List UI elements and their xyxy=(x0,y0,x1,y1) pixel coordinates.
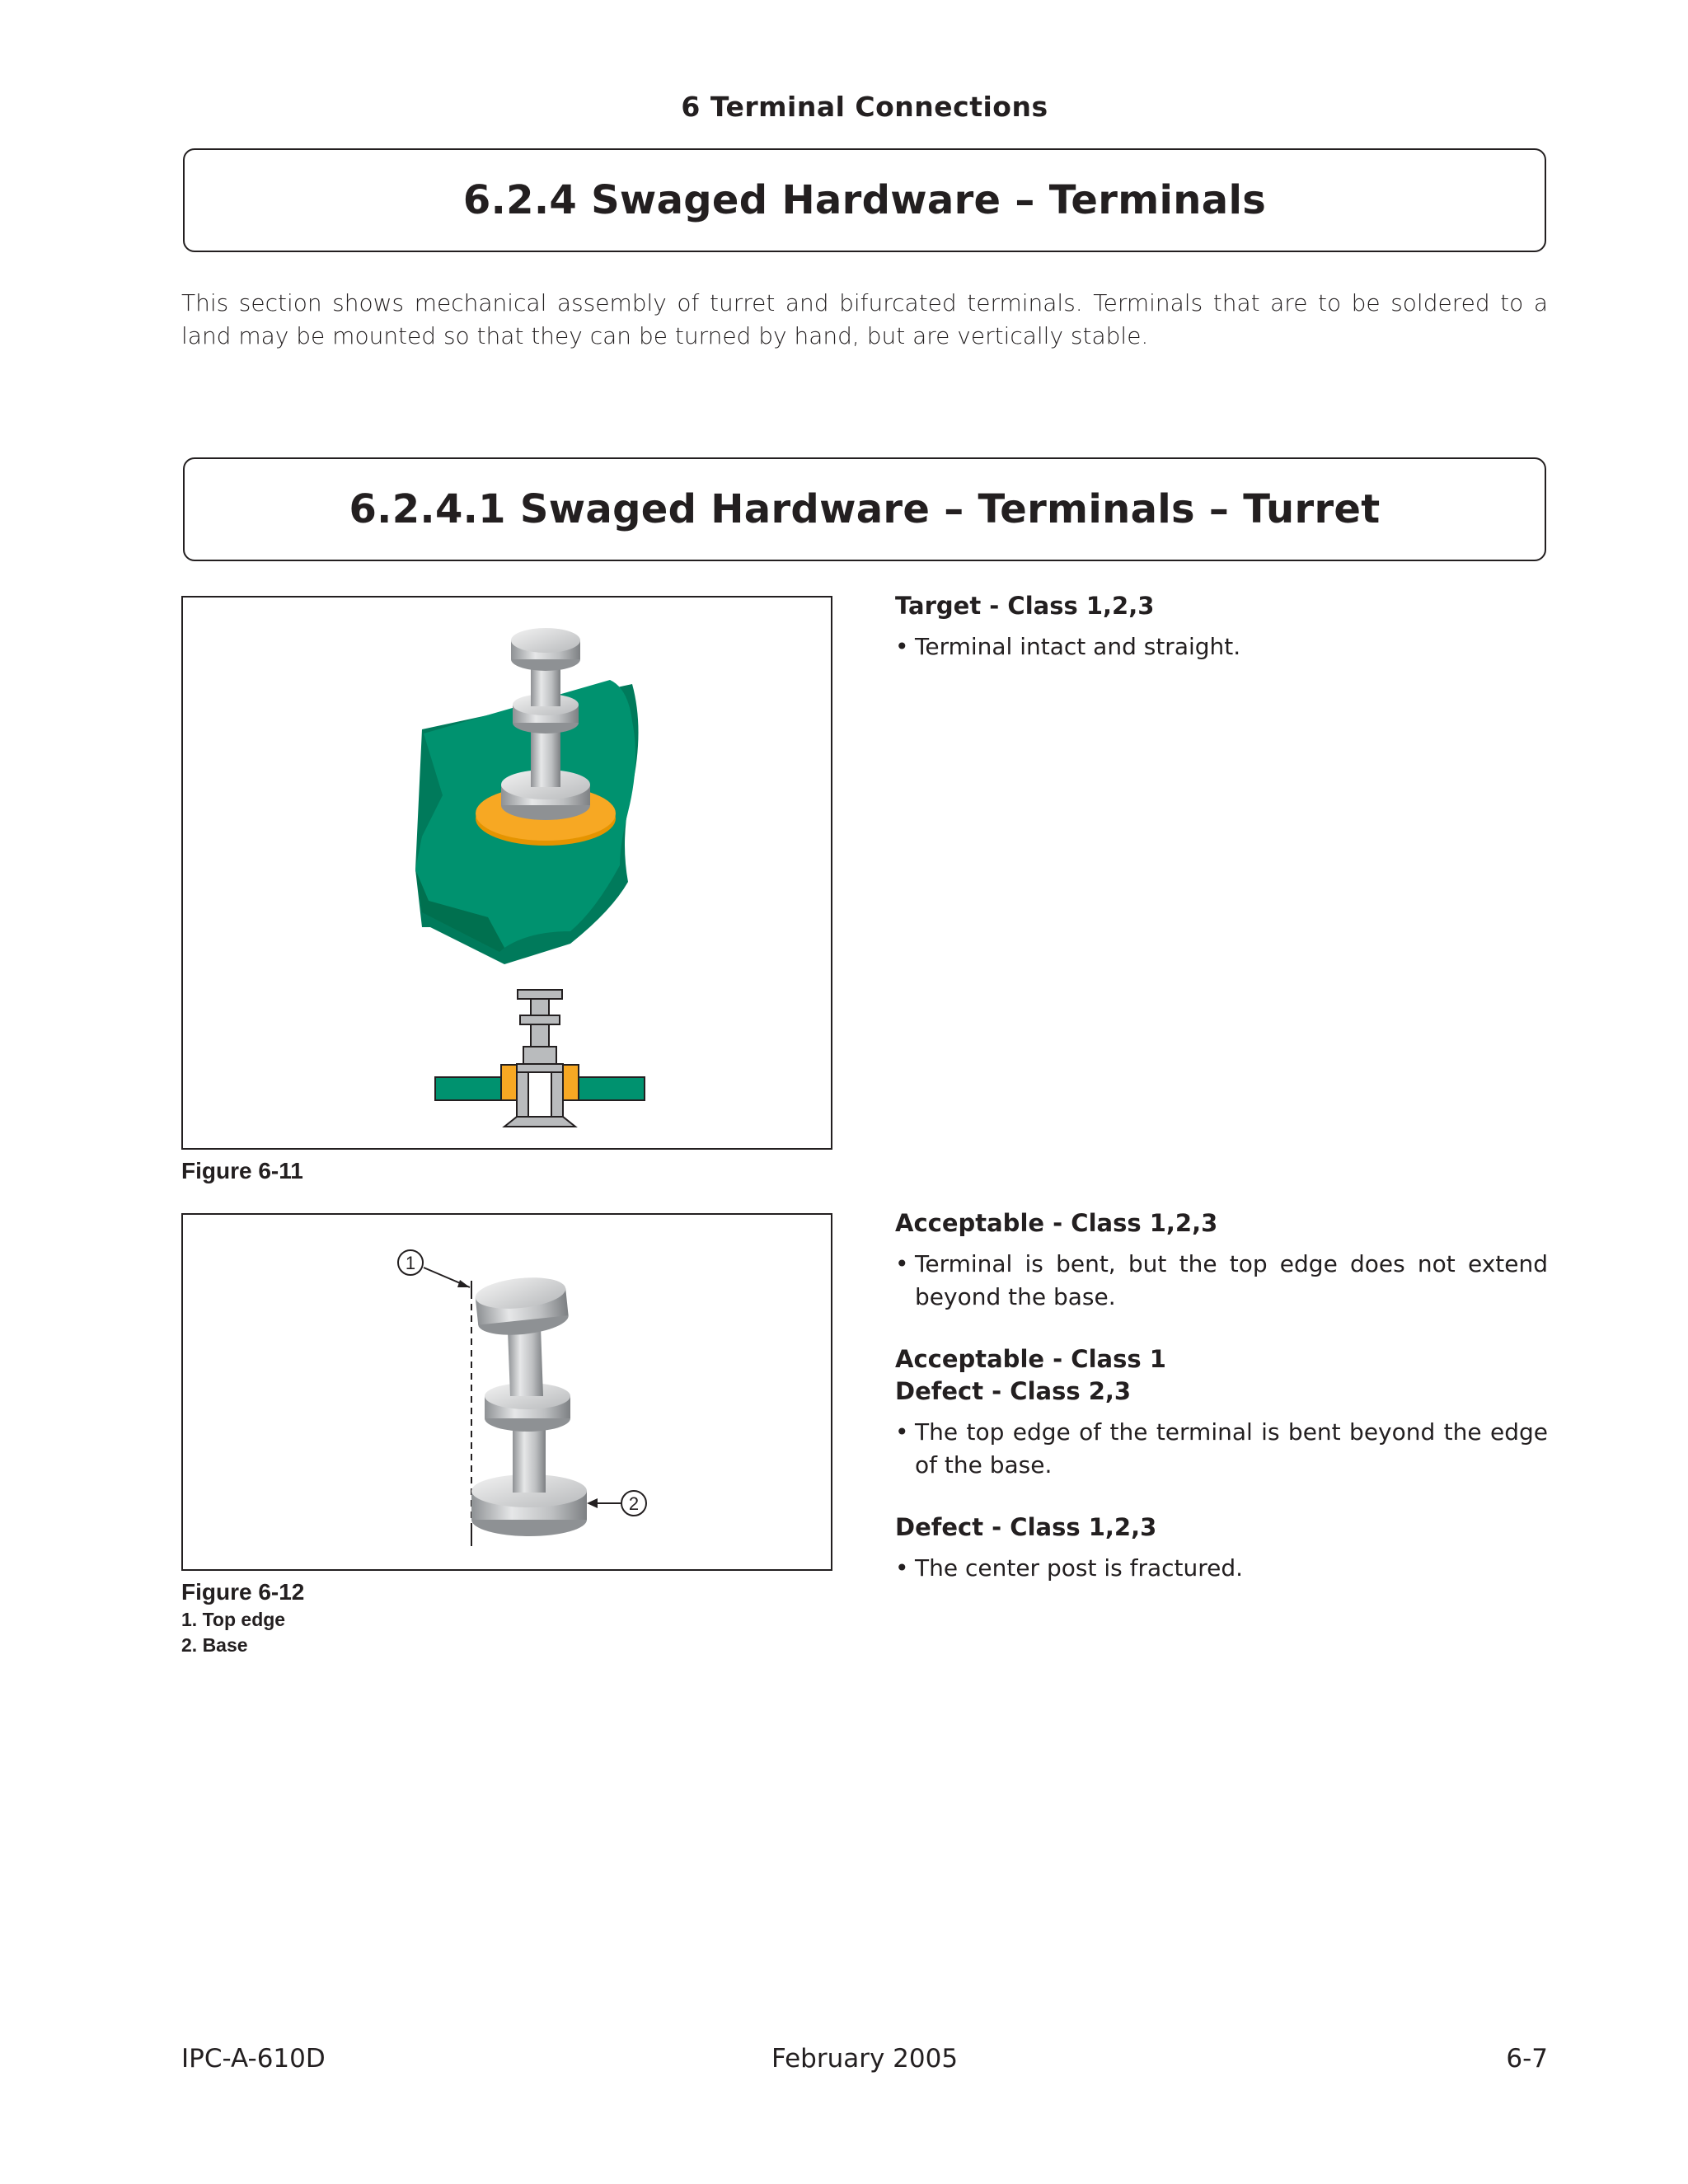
figure-item-base: 2. Base xyxy=(181,1634,248,1656)
figure-item-top-edge: 1. Top edge xyxy=(181,1609,286,1630)
figure-6-12-box xyxy=(181,1213,832,1571)
callout-2-label: 2 xyxy=(628,1493,640,1514)
defect-class123-title: Defect - Class 1,2,3 xyxy=(895,1513,1157,1541)
callout-1-label: 1 xyxy=(405,1253,416,1273)
figure-6-11-caption: Figure 6-11 xyxy=(181,1158,303,1183)
acceptable-bullet: • Terminal is bent, but the top edge does not extend beyond the base. xyxy=(895,1250,1548,1310)
section-title: 6.2.4 Swaged Hardware – Terminals xyxy=(462,177,1267,223)
acceptable-criteria xyxy=(895,1207,1548,1585)
acceptable-title: Acceptable - Class 1,2,3 xyxy=(895,1209,1218,1237)
turret-terminal-illustration xyxy=(183,598,831,1148)
target-title: Target - Class 1,2,3 xyxy=(895,592,1155,620)
figure-6-12-caption: Figure 6-12 xyxy=(181,1579,305,1605)
acceptable-class1-title: Acceptable - Class 1 xyxy=(895,1345,1166,1373)
target-criteria xyxy=(895,590,1548,663)
figure-6-12-items xyxy=(181,1607,285,1658)
footer-document-id: IPC-A-610D xyxy=(181,2044,326,2074)
defect-class23-bullet: • The top edge of the terminal is bent beyond the edge of the base. xyxy=(895,1418,1548,1479)
footer-page-number: 6-7 xyxy=(1506,2044,1548,2074)
section-title-box xyxy=(183,148,1546,252)
intro-paragraph: This section shows mechanical assembly of turret and bifurcated terminals. Terminals that are to be soldered to a land may be mounted so that they can be turned by hand, but are vertically stable. xyxy=(181,289,1548,349)
target-bullet: • Terminal intact and straight. xyxy=(895,633,1241,660)
subsection-title-box xyxy=(183,457,1546,561)
chapter-header: 6 Terminal Connections xyxy=(681,91,1048,123)
bent-terminal-illustration xyxy=(183,1215,831,1569)
cross-section-drawing xyxy=(435,990,645,1127)
figure-6-11-box xyxy=(181,596,832,1150)
footer-date: February 2005 xyxy=(771,2044,959,2074)
subsection-title: 6.2.4.1 Swaged Hardware – Terminals – Turret xyxy=(349,486,1381,532)
defect-class23-title: Defect - Class 2,3 xyxy=(895,1377,1132,1405)
defect-class123-bullet: • The center post is fractured. xyxy=(895,1554,1244,1582)
